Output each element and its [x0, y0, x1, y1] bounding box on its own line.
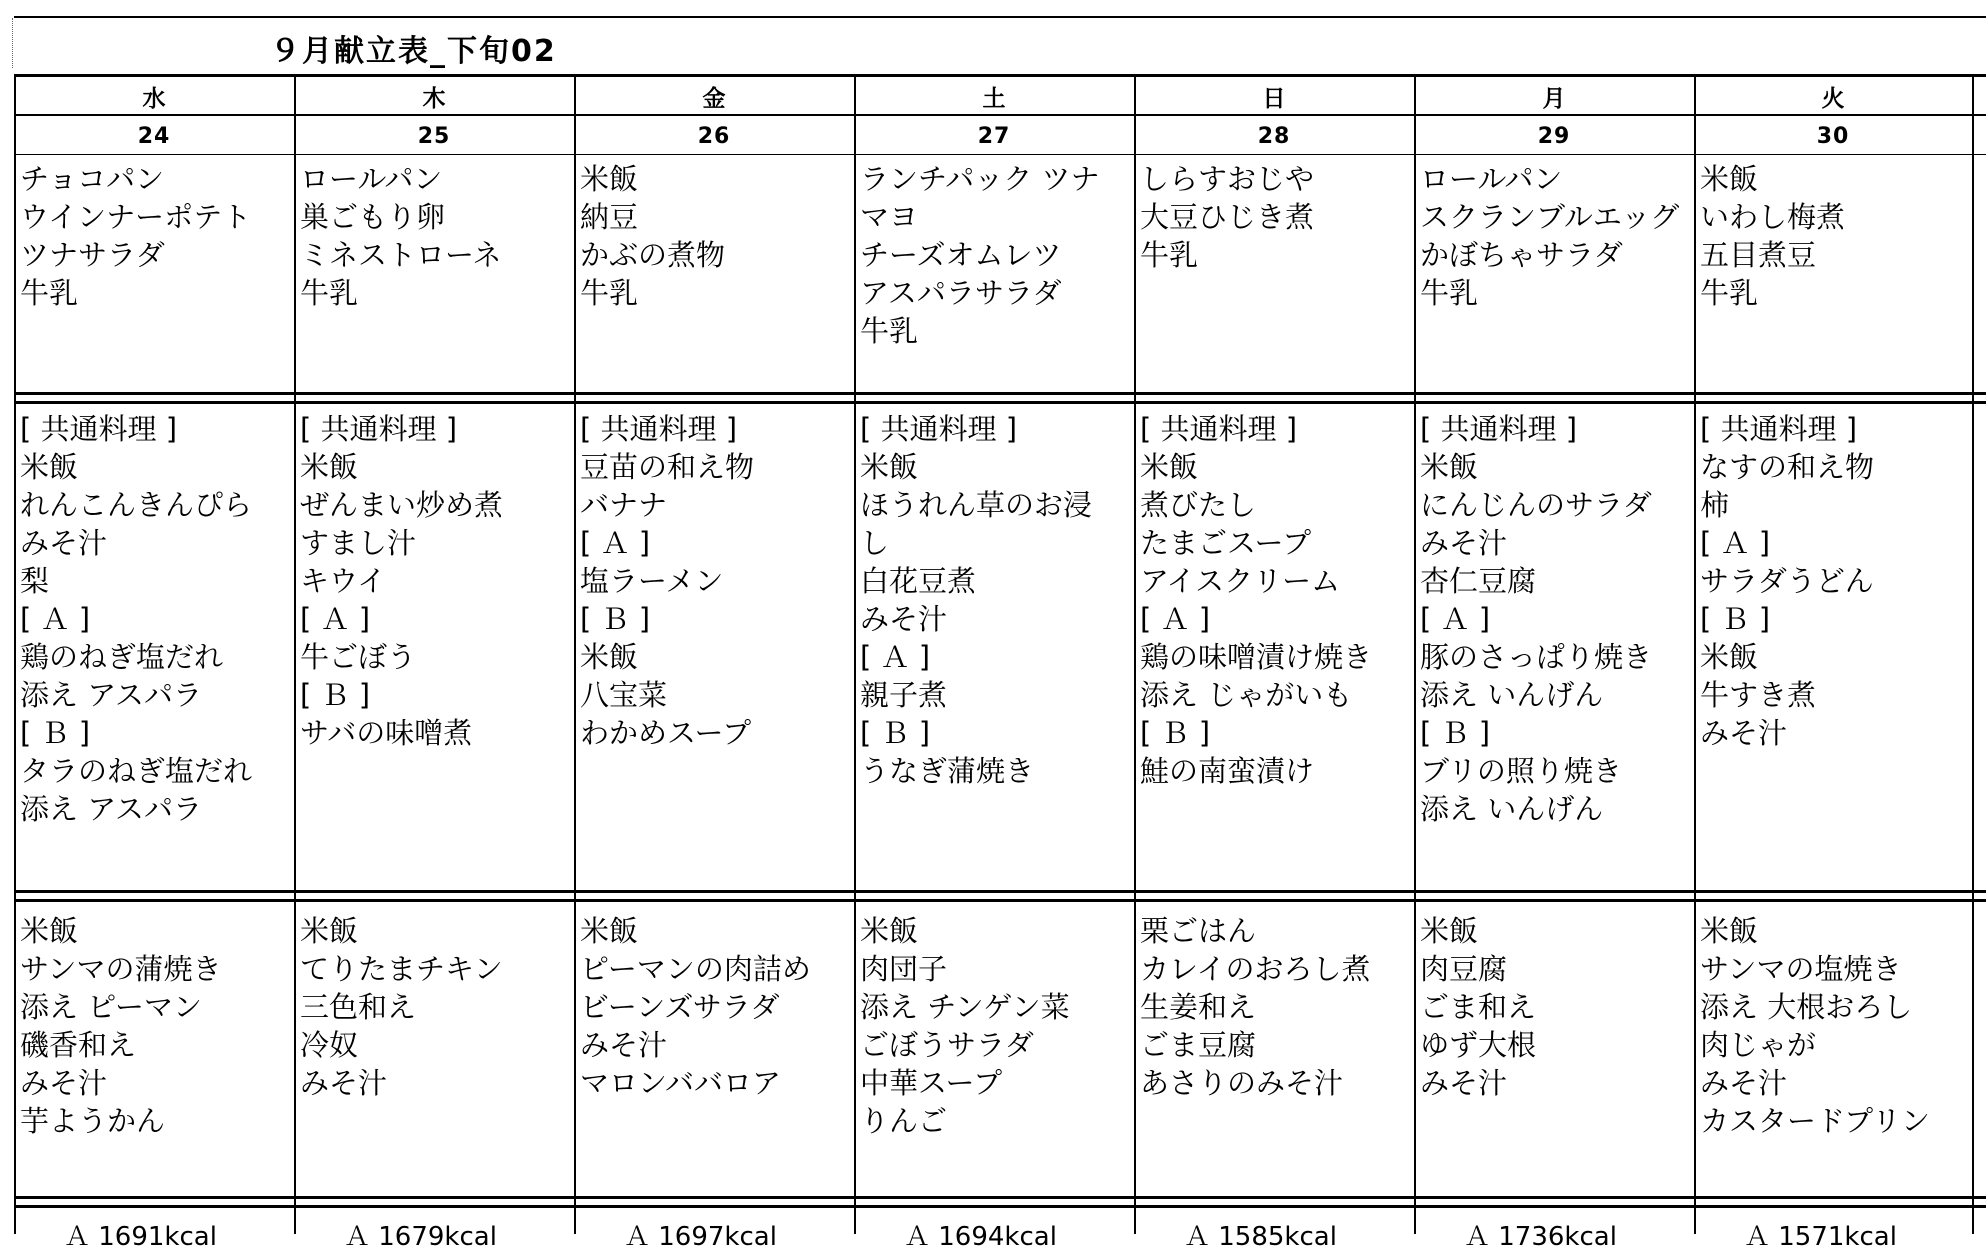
- menu-item: 添え じゃがいも: [1140, 678, 1353, 712]
- menu-item: 米飯: [20, 450, 79, 484]
- menu-item: 親子煮: [860, 678, 948, 712]
- menu-item: みそ汁: [20, 1066, 108, 1100]
- column-divider: [1134, 74, 1136, 1234]
- menu-item: 添え いんげん: [1420, 792, 1604, 826]
- lunch-menu: [1140, 410, 1410, 790]
- menu-item: バナナ: [580, 488, 668, 522]
- weekday-header: 日: [1262, 86, 1286, 112]
- menu-item: 牛乳: [20, 276, 79, 310]
- menu-item: 米飯: [1700, 162, 1759, 196]
- menu-item: 五目煮豆: [1700, 238, 1817, 272]
- menu-item: わかめスープ: [580, 716, 752, 750]
- menu-item: 牛乳: [1700, 276, 1759, 310]
- menu-item: [ Ａ ]: [860, 640, 931, 674]
- menu-item: ロールパン: [1420, 162, 1563, 196]
- menu-item: 肉じゃが: [1700, 1028, 1817, 1062]
- menu-item: 米飯: [580, 914, 639, 948]
- lunch-menu: [20, 410, 290, 828]
- row-divider: [14, 154, 1986, 155]
- menu-item: 米飯: [300, 450, 359, 484]
- menu-item: 添え アスパラ: [20, 792, 203, 826]
- menu-item: たまごスープ: [1140, 526, 1312, 560]
- menu-item: ミネストローネ: [300, 238, 502, 272]
- energy-value: Ａ 1585kcal: [1184, 1222, 1337, 1252]
- energy-value: Ａ 1736kcal: [1464, 1222, 1617, 1252]
- row-divider: [14, 899, 1986, 902]
- menu-item: [ 共通料理 ]: [1700, 412, 1858, 446]
- breakfast-menu: [300, 160, 570, 312]
- menu-item: 鶏のねぎ塩だれ: [20, 640, 224, 674]
- menu-item: みそ汁: [1700, 1066, 1788, 1100]
- date-header: 29: [1537, 124, 1571, 149]
- menu-item: [ 共通料理 ]: [860, 412, 1018, 446]
- menu-item: ごぼうサラダ: [860, 1028, 1034, 1062]
- date-header: 24: [137, 124, 171, 149]
- energy-value: Ａ 1697kcal: [624, 1222, 777, 1252]
- menu-item: 梨: [20, 564, 50, 598]
- dinner-menu: [300, 912, 570, 1102]
- lunch-menu: [860, 410, 1130, 790]
- menu-item: 磯香和え: [20, 1028, 137, 1062]
- menu-item: 牛すき煮: [1700, 678, 1817, 712]
- row-divider: [14, 114, 1986, 116]
- menu-item: みそ汁: [1420, 1066, 1508, 1100]
- top-border: [14, 16, 1986, 18]
- menu-item: 白花豆煮: [860, 564, 977, 598]
- column-divider: [1414, 74, 1416, 1234]
- menu-item: 冷奴: [300, 1028, 359, 1062]
- menu-item: [ 共通料理 ]: [20, 412, 178, 446]
- dinner-menu: [860, 912, 1130, 1140]
- menu-item: [ Ｂ ]: [860, 716, 931, 750]
- menu-item: 三色和え: [300, 990, 417, 1024]
- menu-item: みそ汁: [1420, 526, 1508, 560]
- lunch-menu: [300, 410, 570, 752]
- row-divider: [14, 1196, 1986, 1199]
- menu-item: 添え 大根おろし: [1700, 990, 1913, 1024]
- menu-item: ロールパン: [300, 162, 443, 196]
- breakfast-menu: [20, 160, 290, 312]
- menu-item: カスタードプリン: [1700, 1104, 1930, 1138]
- row-divider: [14, 890, 1986, 893]
- menu-item: 八宝菜: [580, 678, 668, 712]
- menu-item: 肉団子: [860, 952, 948, 986]
- menu-item: 米飯: [580, 640, 639, 674]
- menu-item: アスパラサラダ: [860, 276, 1062, 310]
- menu-item: 大豆ひじき煮: [1140, 200, 1315, 234]
- menu-item: 鮭の南蛮漬け: [1140, 754, 1315, 788]
- menu-item: カレイのおろし煮: [1140, 952, 1371, 986]
- menu-item: 牛乳: [1140, 238, 1199, 272]
- menu-item: 牛乳: [300, 276, 359, 310]
- menu-item: [ 共通料理 ]: [580, 412, 738, 446]
- menu-item: てりたまチキン: [300, 952, 503, 986]
- menu-item: ごま和え: [1420, 990, 1537, 1024]
- menu-item: [ Ｂ ]: [1140, 716, 1211, 750]
- menu-item: ブリの照り焼き: [1420, 754, 1622, 788]
- dotted-margin-line: [12, 18, 13, 68]
- column-divider: [574, 74, 576, 1234]
- weekday-header: 月: [1542, 86, 1566, 112]
- menu-item: しらすおじや: [1140, 162, 1315, 196]
- menu-item: 生姜和え: [1140, 990, 1257, 1024]
- menu-item: 添え チンゲン菜: [860, 990, 1070, 1024]
- menu-item: すまし汁: [300, 526, 417, 560]
- breakfast-menu: [1700, 160, 1968, 312]
- energy-value: Ａ 1679kcal: [344, 1222, 497, 1252]
- menu-item: みそ汁: [300, 1066, 388, 1100]
- menu-item: うなぎ蒲焼き: [860, 754, 1035, 788]
- menu-item: あさりのみそ汁: [1140, 1066, 1344, 1100]
- menu-item: 栗ごはん: [1140, 914, 1257, 948]
- page-title: ９月献立表_下旬02: [270, 34, 557, 69]
- menu-item: [ Ａ ]: [1700, 526, 1771, 560]
- menu-item: 鶏の味噌漬け焼き: [1140, 640, 1373, 674]
- menu-item: 牛ごぼう: [300, 640, 417, 674]
- menu-item: サバの味噌煮: [300, 716, 473, 750]
- menu-item: 添え アスパラ: [20, 678, 203, 712]
- menu-item: [ Ａ ]: [300, 602, 371, 636]
- row-divider: [14, 401, 1986, 404]
- menu-item: 塩ラーメン: [580, 564, 724, 598]
- menu-item: ウインナーポテト: [20, 200, 252, 234]
- menu-item: 煮びたし: [1140, 488, 1257, 522]
- weekday-header: 金: [702, 86, 726, 112]
- menu-item: [ Ｂ ]: [1420, 716, 1491, 750]
- weekday-header: 土: [982, 86, 1006, 112]
- row-divider: [14, 74, 1986, 77]
- dinner-menu: [1420, 912, 1690, 1102]
- menu-item: れんこんきんぴら: [20, 488, 253, 522]
- menu-item: [ Ａ ]: [20, 602, 91, 636]
- menu-item: 添え ピーマン: [20, 990, 203, 1024]
- menu-item: チーズオムレツ: [860, 238, 1062, 272]
- menu-item: 柿: [1700, 488, 1730, 522]
- menu-item: 米飯: [860, 914, 919, 948]
- date-header: 25: [417, 124, 451, 149]
- menu-item: ビーンズサラダ: [580, 990, 780, 1024]
- menu-item: し: [860, 526, 890, 560]
- date-header: 26: [697, 124, 731, 149]
- menu-item: タラのねぎ塩だれ: [20, 754, 253, 788]
- lunch-menu: [580, 410, 850, 752]
- menu-item: [ Ｂ ]: [300, 678, 371, 712]
- menu-item: キウイ: [300, 564, 387, 598]
- column-divider: [854, 74, 856, 1234]
- dinner-menu: [1140, 912, 1410, 1102]
- weekday-header: 木: [422, 86, 446, 112]
- menu-item: 米飯: [1420, 914, 1479, 948]
- column-divider: [1694, 74, 1696, 1234]
- menu-item: ぜんまい炒め煮: [300, 488, 504, 522]
- menu-table: [14, 74, 1986, 1252]
- row-divider: [14, 1205, 1986, 1208]
- weekday-header: 火: [1821, 86, 1845, 112]
- menu-item: チョコパン: [20, 162, 165, 196]
- menu-item: 肉豆腐: [1420, 952, 1508, 986]
- menu-item: 豆苗の和え物: [580, 450, 755, 484]
- menu-item: みそ汁: [580, 1028, 668, 1062]
- menu-item: ピーマンの肉詰め: [580, 952, 811, 986]
- column-divider: [14, 74, 16, 1234]
- menu-item: 米飯: [1700, 640, 1759, 674]
- column-divider: [1972, 74, 1974, 1234]
- menu-item: かぶの煮物: [580, 238, 726, 272]
- menu-item: ランチパック ツナ: [860, 162, 1100, 196]
- menu-item: みそ汁: [1700, 716, 1788, 750]
- menu-item: [ Ａ ]: [1420, 602, 1491, 636]
- row-divider: [14, 392, 1986, 395]
- date-header: 27: [977, 124, 1011, 149]
- menu-item: 納豆: [580, 200, 639, 234]
- menu-item: いわし梅煮: [1700, 200, 1846, 234]
- menu-item: 杏仁豆腐: [1420, 564, 1537, 598]
- menu-item: 牛乳: [580, 276, 639, 310]
- date-header: 30: [1816, 124, 1850, 149]
- breakfast-menu: [580, 160, 850, 312]
- menu-item: 牛乳: [860, 314, 919, 348]
- menu-item: [ Ｂ ]: [1700, 602, 1771, 636]
- menu-item: [ Ａ ]: [580, 526, 651, 560]
- menu-item: ごま豆腐: [1140, 1028, 1257, 1062]
- menu-item: マヨ: [860, 200, 919, 234]
- menu-item: 芋ようかん: [20, 1104, 166, 1138]
- menu-item: サンマの塩焼き: [1700, 952, 1902, 986]
- breakfast-menu: [1140, 160, 1410, 274]
- menu-item: ほうれん草のお浸: [860, 488, 1093, 522]
- menu-item: ツナサラダ: [20, 238, 165, 272]
- menu-item: にんじんのサラダ: [1420, 488, 1652, 522]
- menu-item: サンマの蒲焼き: [20, 952, 222, 986]
- menu-item: [ 共通料理 ]: [300, 412, 458, 446]
- energy-value: Ａ 1571kcal: [1744, 1222, 1897, 1252]
- menu-item: [ Ａ ]: [1140, 602, 1211, 636]
- menu-item: 中華スープ: [860, 1066, 1003, 1100]
- energy-value: Ａ 1691kcal: [64, 1222, 217, 1252]
- menu-item: 添え いんげん: [1420, 678, 1604, 712]
- menu-item: マロンババロア: [580, 1066, 781, 1100]
- menu-item: 米飯: [1140, 450, 1199, 484]
- menu-item: [ 共通料理 ]: [1140, 412, 1298, 446]
- menu-item: 米飯: [300, 914, 359, 948]
- breakfast-menu: [1420, 160, 1690, 312]
- menu-item: 米飯: [580, 162, 639, 196]
- lunch-menu: [1420, 410, 1690, 828]
- menu-item: [ Ｂ ]: [20, 716, 91, 750]
- menu-item: 巣ごもり卵: [300, 200, 446, 234]
- menu-item: 牛乳: [1420, 276, 1479, 310]
- dinner-menu: [20, 912, 290, 1140]
- lunch-menu: [1700, 410, 1968, 752]
- menu-item: 米飯: [1700, 914, 1759, 948]
- menu-item: アイスクリーム: [1140, 564, 1341, 598]
- weekday-header: 水: [142, 86, 166, 112]
- menu-item: スクランブルエッグ: [1420, 200, 1680, 234]
- menu-item: 米飯: [20, 914, 79, 948]
- dinner-menu: [580, 912, 850, 1102]
- menu-item: みそ汁: [20, 526, 108, 560]
- date-header: 28: [1257, 124, 1291, 149]
- menu-item: かぼちゃサラダ: [1420, 238, 1623, 272]
- breakfast-menu: [860, 160, 1130, 350]
- column-divider: [294, 74, 296, 1234]
- menu-item: なすの和え物: [1700, 450, 1875, 484]
- menu-item: [ Ｂ ]: [580, 602, 651, 636]
- menu-item: サラダうどん: [1700, 564, 1874, 598]
- dinner-menu: [1700, 912, 1968, 1140]
- menu-item: みそ汁: [860, 602, 948, 636]
- menu-item: 豚のさっぱり焼き: [1420, 640, 1653, 674]
- menu-item: 米飯: [1420, 450, 1479, 484]
- menu-item: ゆず大根: [1420, 1028, 1537, 1062]
- menu-item: 米飯: [860, 450, 919, 484]
- menu-item: [ 共通料理 ]: [1420, 412, 1578, 446]
- menu-item: りんご: [860, 1104, 948, 1138]
- energy-value: Ａ 1694kcal: [904, 1222, 1057, 1252]
